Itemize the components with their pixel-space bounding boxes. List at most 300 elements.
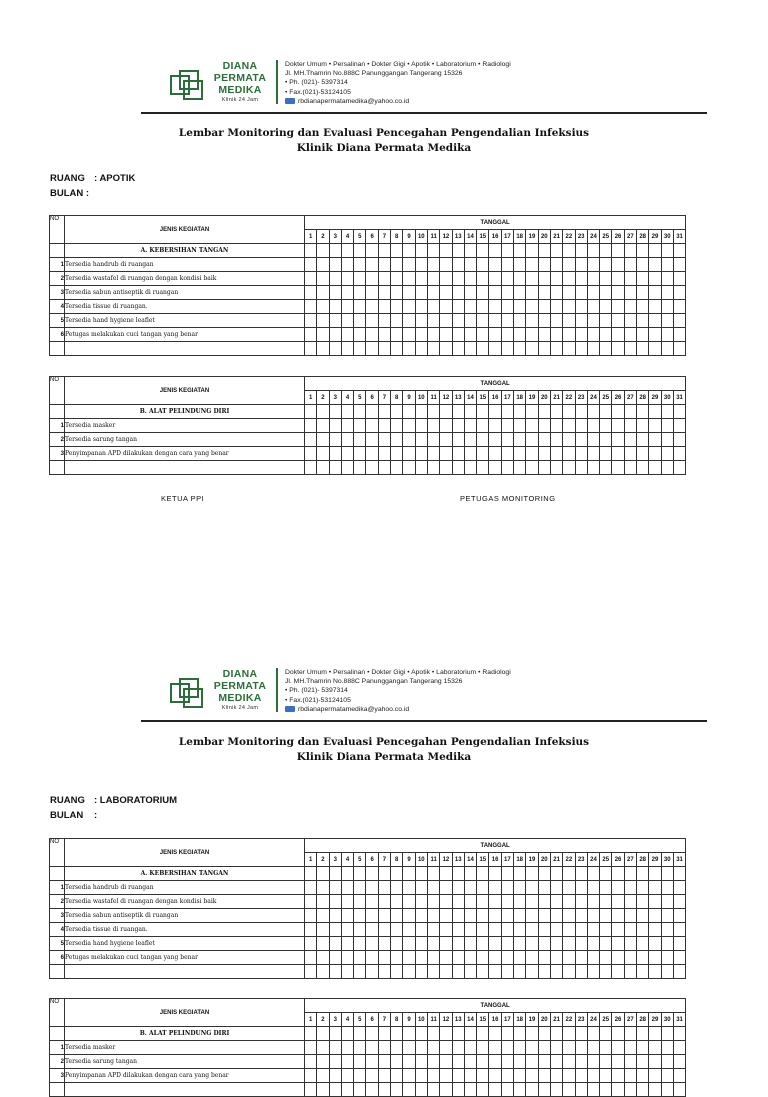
day-cell: [600, 419, 612, 433]
day-cell: [624, 1055, 636, 1069]
day-cell: [366, 951, 378, 965]
day-cell: [415, 342, 427, 356]
section-title: A. KEBERSIHAN TANGAN: [65, 244, 305, 258]
day-cell: [600, 272, 612, 286]
day-cell: [526, 1055, 538, 1069]
day-number: 7: [378, 230, 390, 244]
table-alat-pelindung-diri: [49, 998, 686, 1097]
day-cell: [526, 1027, 538, 1041]
ruang-value: : LABORATORIUM: [94, 795, 178, 806]
day-cell: [575, 1069, 587, 1083]
item-number: 3: [50, 286, 65, 300]
blank-item: [65, 461, 305, 475]
day-cell: [600, 447, 612, 461]
day-cell: [649, 867, 661, 881]
day-cell: [341, 314, 353, 328]
day-number: 3: [329, 391, 341, 405]
day-number: 24: [587, 1013, 599, 1027]
day-cell: [637, 447, 649, 461]
day-cell: [514, 286, 526, 300]
section-row: [50, 405, 686, 419]
day-cell: [612, 433, 624, 447]
bulan-colon: :: [94, 810, 98, 821]
day-cell: [550, 895, 562, 909]
fax: • Fax.(021)-53124105: [285, 696, 351, 704]
day-cell: [612, 342, 624, 356]
day-number: 29: [649, 1013, 661, 1027]
day-cell: [489, 314, 501, 328]
day-cell: [538, 881, 550, 895]
day-cell: [329, 328, 341, 342]
day-cell: [637, 1069, 649, 1083]
doc-title-1: Lembar Monitoring dan Evaluasi Pencegahan Pengendalian Infeksius: [178, 736, 590, 748]
table-kebersihan-tangan: [49, 838, 686, 979]
table-row: [50, 1069, 686, 1083]
day-cell: [624, 272, 636, 286]
day-cell: [649, 328, 661, 342]
day-cell: [489, 405, 501, 419]
day-cell: [514, 1027, 526, 1041]
day-cell: [526, 419, 538, 433]
day-cell: [501, 867, 513, 881]
doc-title-2: Klinik Diana Permata Medika: [296, 142, 472, 154]
day-cell: [415, 867, 427, 881]
day-cell: [501, 314, 513, 328]
day-cell: [550, 1041, 562, 1055]
day-cell: [477, 937, 489, 951]
day-cell: [452, 1083, 464, 1097]
section-title: B. ALAT PELINDUNG DIRI: [65, 405, 305, 419]
day-cell: [514, 461, 526, 475]
day-cell: [600, 300, 612, 314]
day-cell: [452, 937, 464, 951]
blank-no: [50, 965, 65, 979]
day-cell: [501, 1027, 513, 1041]
day-cell: [563, 1069, 575, 1083]
day-cell: [624, 951, 636, 965]
day-number: 10: [415, 1013, 427, 1027]
day-cell: [600, 286, 612, 300]
day-cell: [403, 923, 415, 937]
day-cell: [477, 881, 489, 895]
day-cell: [403, 951, 415, 965]
day-cell: [526, 286, 538, 300]
day-cell: [464, 405, 476, 419]
day-cell: [575, 951, 587, 965]
bulan-line: [50, 186, 89, 201]
day-number: 13: [452, 853, 464, 867]
day-cell: [587, 447, 599, 461]
day-cell: [440, 1041, 452, 1055]
day-number: 15: [477, 391, 489, 405]
day-cell: [526, 1069, 538, 1083]
day-cell: [354, 1041, 366, 1055]
table-row: [50, 258, 686, 272]
day-cell: [526, 328, 538, 342]
day-cell: [637, 1041, 649, 1055]
day-number: 20: [538, 1013, 550, 1027]
day-cell: [624, 937, 636, 951]
day-cell: [464, 300, 476, 314]
day-cell: [329, 405, 341, 419]
day-cell: [415, 419, 427, 433]
day-cell: [403, 895, 415, 909]
day-number: 29: [649, 230, 661, 244]
item-number: 4: [50, 923, 65, 937]
day-cell: [501, 895, 513, 909]
day-cell: [550, 258, 562, 272]
day-cell: [587, 951, 599, 965]
day-cell: [354, 1083, 366, 1097]
day-cell: [587, 965, 599, 979]
day-cell: [612, 286, 624, 300]
day-cell: [366, 258, 378, 272]
day-cell: [575, 867, 587, 881]
day-cell: [366, 1055, 378, 1069]
day-cell: [550, 965, 562, 979]
day-cell: [464, 895, 476, 909]
day-cell: [538, 937, 550, 951]
day-cell: [440, 1083, 452, 1097]
day-cell: [501, 447, 513, 461]
day-cell: [600, 867, 612, 881]
day-cell: [624, 286, 636, 300]
day-cell: [612, 1083, 624, 1097]
day-cell: [440, 965, 452, 979]
day-cell: [391, 867, 403, 881]
day-cell: [341, 1041, 353, 1055]
day-cell: [575, 286, 587, 300]
day-cell: [427, 923, 439, 937]
day-cell: [673, 300, 685, 314]
day-cell: [600, 1069, 612, 1083]
day-cell: [415, 1041, 427, 1055]
day-cell: [600, 1055, 612, 1069]
day-cell: [550, 300, 562, 314]
day-cell: [403, 1083, 415, 1097]
day-cell: [391, 461, 403, 475]
day-cell: [489, 1041, 501, 1055]
day-cell: [440, 272, 452, 286]
day-number: 30: [661, 391, 673, 405]
day-cell: [329, 447, 341, 461]
day-cell: [637, 433, 649, 447]
day-cell: [305, 328, 317, 342]
section-no: [50, 244, 65, 258]
item-number: 5: [50, 314, 65, 328]
day-cell: [440, 881, 452, 895]
day-cell: [489, 1069, 501, 1083]
day-cell: [514, 300, 526, 314]
day-cell: [452, 881, 464, 895]
day-number: 5: [354, 230, 366, 244]
day-cell: [538, 951, 550, 965]
day-cell: [427, 1041, 439, 1055]
day-cell: [440, 867, 452, 881]
table-row: [50, 328, 686, 342]
day-cell: [366, 895, 378, 909]
day-cell: [550, 867, 562, 881]
day-cell: [514, 342, 526, 356]
day-number: 2: [317, 391, 329, 405]
item-text: Tersedia handrub di ruangan: [65, 881, 305, 895]
day-cell: [354, 286, 366, 300]
ruang-line: [50, 793, 177, 808]
day-cell: [489, 909, 501, 923]
day-cell: [538, 258, 550, 272]
day-cell: [391, 300, 403, 314]
day-cell: [415, 895, 427, 909]
day-cell: [489, 342, 501, 356]
day-cell: [378, 286, 390, 300]
day-number: 19: [526, 1013, 538, 1027]
day-cell: [637, 286, 649, 300]
day-cell: [538, 965, 550, 979]
day-cell: [415, 314, 427, 328]
day-cell: [649, 895, 661, 909]
day-cell: [501, 461, 513, 475]
day-cell: [538, 895, 550, 909]
day-cell: [526, 909, 538, 923]
day-cell: [317, 881, 329, 895]
day-cell: [673, 461, 685, 475]
day-number: 4: [341, 1013, 353, 1027]
day-cell: [501, 342, 513, 356]
day-number: 27: [624, 853, 636, 867]
day-cell: [415, 433, 427, 447]
item-number: 4: [50, 300, 65, 314]
day-cell: [600, 1083, 612, 1097]
day-cell: [452, 923, 464, 937]
day-cell: [489, 419, 501, 433]
day-cell: [329, 881, 341, 895]
day-cell: [637, 1027, 649, 1041]
day-cell: [501, 328, 513, 342]
day-cell: [661, 1055, 673, 1069]
day-cell: [673, 909, 685, 923]
divider: [276, 668, 278, 712]
day-cell: [624, 300, 636, 314]
day-cell: [415, 909, 427, 923]
day-cell: [305, 923, 317, 937]
day-cell: [427, 1055, 439, 1069]
day-cell: [637, 923, 649, 937]
day-cell: [477, 895, 489, 909]
day-cell: [661, 965, 673, 979]
day-cell: [341, 419, 353, 433]
table-row: [50, 881, 686, 895]
day-cell: [317, 258, 329, 272]
tanggal-header: TANGGAL: [305, 377, 686, 391]
day-number: 5: [354, 391, 366, 405]
day-cell: [673, 867, 685, 881]
day-cell: [427, 342, 439, 356]
day-cell: [366, 300, 378, 314]
day-cell: [427, 258, 439, 272]
day-cell: [305, 461, 317, 475]
day-cell: [550, 272, 562, 286]
day-cell: [464, 244, 476, 258]
day-cell: [612, 923, 624, 937]
day-cell: [612, 881, 624, 895]
day-cell: [637, 895, 649, 909]
day-cell: [624, 1069, 636, 1083]
day-cell: [464, 1055, 476, 1069]
day-number: 18: [514, 853, 526, 867]
day-cell: [538, 867, 550, 881]
day-cell: [329, 433, 341, 447]
item-text: Tersedia wastafel di ruangan dengan kondisi baik: [65, 895, 305, 909]
day-cell: [477, 867, 489, 881]
day-cell: [341, 867, 353, 881]
day-cell: [501, 419, 513, 433]
day-cell: [403, 258, 415, 272]
jenis-kegiatan-header: JENIS KEGIATAN: [65, 377, 305, 405]
day-cell: [378, 461, 390, 475]
day-cell: [673, 286, 685, 300]
item-number: 1: [50, 419, 65, 433]
day-cell: [366, 433, 378, 447]
day-cell: [477, 1083, 489, 1097]
day-cell: [452, 867, 464, 881]
day-cell: [538, 1027, 550, 1041]
day-cell: [600, 923, 612, 937]
day-cell: [452, 342, 464, 356]
day-cell: [550, 1055, 562, 1069]
day-cell: [563, 328, 575, 342]
day-cell: [366, 1083, 378, 1097]
day-cell: [550, 342, 562, 356]
day-number: 25: [600, 230, 612, 244]
day-cell: [538, 405, 550, 419]
day-cell: [452, 965, 464, 979]
day-cell: [440, 258, 452, 272]
day-cell: [354, 1069, 366, 1083]
day-number: 16: [489, 1013, 501, 1027]
day-cell: [563, 867, 575, 881]
day-cell: [538, 1083, 550, 1097]
day-number: 14: [464, 391, 476, 405]
day-cell: [538, 909, 550, 923]
day-cell: [403, 461, 415, 475]
blank-row: [50, 461, 686, 475]
day-cell: [427, 951, 439, 965]
day-cell: [354, 923, 366, 937]
no-header: NO: [50, 216, 65, 244]
day-cell: [563, 1041, 575, 1055]
brand-name: [209, 668, 271, 712]
day-cell: [661, 895, 673, 909]
day-cell: [354, 419, 366, 433]
day-number: 1: [305, 230, 317, 244]
day-cell: [575, 923, 587, 937]
item-text: Tersedia hand hygiene leaflet: [65, 314, 305, 328]
day-cell: [341, 258, 353, 272]
day-cell: [366, 881, 378, 895]
day-cell: [489, 1083, 501, 1097]
day-cell: [563, 1083, 575, 1097]
day-cell: [649, 419, 661, 433]
day-number: 9: [403, 1013, 415, 1027]
day-cell: [661, 258, 673, 272]
address: Jl. MH.Thamrin No.888C Panunggangan Tangerang 15326: [285, 678, 463, 686]
section-title: A. KEBERSIHAN TANGAN: [65, 867, 305, 881]
day-cell: [673, 1083, 685, 1097]
day-cell: [587, 881, 599, 895]
day-number: 4: [341, 391, 353, 405]
day-cell: [341, 433, 353, 447]
section-row: [50, 244, 686, 258]
mail-icon: [285, 98, 295, 104]
day-number: 12: [440, 853, 452, 867]
day-cell: [489, 244, 501, 258]
day-cell: [366, 272, 378, 286]
day-cell: [489, 300, 501, 314]
jenis-kegiatan-header: JENIS KEGIATAN: [65, 839, 305, 867]
day-cell: [550, 433, 562, 447]
day-cell: [612, 867, 624, 881]
header-row: [50, 216, 686, 230]
day-cell: [378, 965, 390, 979]
item-number: 1: [50, 258, 65, 272]
day-number: 24: [587, 391, 599, 405]
day-cell: [415, 272, 427, 286]
day-cell: [464, 965, 476, 979]
day-cell: [501, 405, 513, 419]
day-cell: [550, 419, 562, 433]
doc-title-2: Klinik Diana Permata Medika: [296, 751, 472, 763]
day-cell: [514, 419, 526, 433]
day-cell: [587, 272, 599, 286]
day-cell: [673, 1041, 685, 1055]
day-cell: [317, 300, 329, 314]
day-cell: [587, 244, 599, 258]
day-cell: [661, 244, 673, 258]
item-text: Tersedia handrub di ruangan: [65, 258, 305, 272]
day-number: 17: [501, 230, 513, 244]
day-number: 22: [563, 853, 575, 867]
day-number: 15: [477, 1013, 489, 1027]
day-number: 1: [305, 391, 317, 405]
table-row: [50, 923, 686, 937]
day-cell: [514, 433, 526, 447]
day-number: 17: [501, 1013, 513, 1027]
day-cell: [538, 1069, 550, 1083]
ruang-line: [50, 171, 135, 186]
day-cell: [366, 342, 378, 356]
day-number: 8: [391, 1013, 403, 1027]
day-cell: [366, 286, 378, 300]
day-cell: [477, 965, 489, 979]
day-cell: [305, 342, 317, 356]
day-number: 20: [538, 853, 550, 867]
day-cell: [366, 937, 378, 951]
day-cell: [673, 881, 685, 895]
tanggal-header: TANGGAL: [305, 839, 686, 853]
day-cell: [575, 1041, 587, 1055]
day-cell: [391, 405, 403, 419]
day-cell: [440, 314, 452, 328]
day-cell: [587, 923, 599, 937]
day-cell: [366, 314, 378, 328]
day-number: 10: [415, 391, 427, 405]
day-cell: [637, 419, 649, 433]
day-cell: [612, 419, 624, 433]
day-cell: [526, 965, 538, 979]
day-cell: [452, 300, 464, 314]
day-cell: [354, 272, 366, 286]
day-cell: [575, 909, 587, 923]
